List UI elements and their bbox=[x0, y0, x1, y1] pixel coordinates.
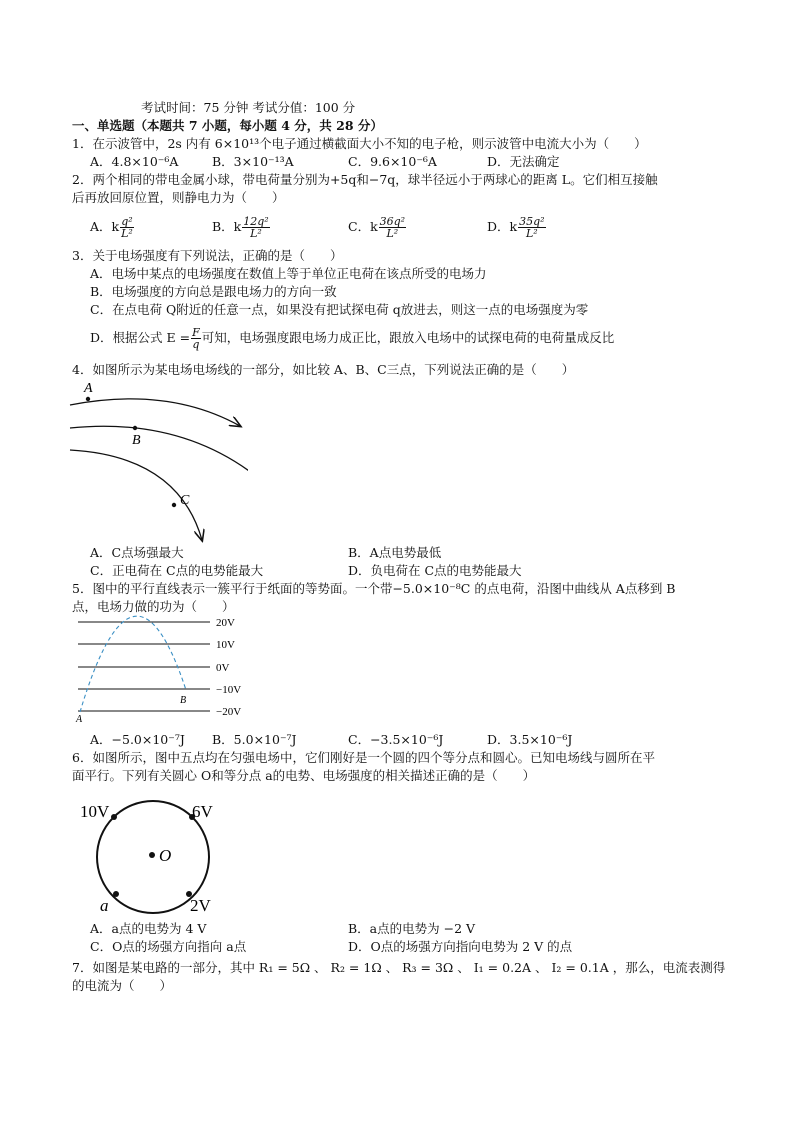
q2-c-denominator: L² bbox=[386, 227, 399, 240]
q3-stem: 3．关于电场强度有下列说法，正确的是（ ） bbox=[72, 248, 343, 263]
q3-option-d bbox=[90, 322, 614, 354]
field-line-top bbox=[70, 399, 240, 426]
q3-option-c: C．在点电荷 Q附近的任意一点，如果没有把试探电荷 q放进去，则这一点的电场强度为零 bbox=[90, 302, 589, 317]
point-o-label: O bbox=[159, 846, 172, 865]
q2-option-d-label: D．k bbox=[487, 219, 518, 234]
q6-circle-figure bbox=[78, 798, 228, 916]
q2-stem-line2: 后再放回原位置，则静电力为（ ） bbox=[72, 190, 285, 205]
q5-option-a: A．−5.0×10⁻⁷J bbox=[90, 732, 185, 747]
q3-option-b: B．电场强度的方向总是跟电场力的方向一致 bbox=[90, 284, 337, 299]
q4-option-a: A．C点场强最大 bbox=[90, 545, 184, 560]
q6-stem-line1: 6．如图所示，图中五点均在匀强电场中，它们刚好是一个圆的四个等分点和圆心。已知电场线与圆所在平 bbox=[72, 750, 655, 765]
level-10v: 10V bbox=[216, 639, 235, 651]
q1-option-b: B．3×10⁻¹³A bbox=[212, 154, 294, 169]
q3-d-denominator: q bbox=[192, 338, 200, 351]
q5-option-d: D．3.5×10⁻⁶J bbox=[487, 732, 573, 747]
q6-option-d: D．O点的场强方向指向电势为 2 V 的点 bbox=[348, 939, 573, 954]
point-a bbox=[113, 891, 119, 897]
q2-option-b-label: B．k bbox=[212, 219, 242, 234]
q4-option-d: D．负电荷在 C点的电势能最大 bbox=[348, 563, 522, 578]
q2-option-c-label: C．k bbox=[348, 219, 378, 234]
q4-stem: 4．如图所示为某电场电场线的一部分，如比较 A、B、C三点，下列说法正确的是（ ） bbox=[72, 362, 575, 377]
q2-option-b-fraction bbox=[242, 216, 269, 239]
q6-option-b: B．a点的电势为 −2 V bbox=[348, 921, 476, 936]
point-b-label: B bbox=[180, 695, 187, 706]
q1-option-a: A．4.8×10⁻⁶A bbox=[90, 154, 179, 169]
q3-d-numerator: F bbox=[192, 326, 200, 339]
q3-d-suffix: 可知，电场强度跟电场力成正比，跟放入电场中的试探电荷的电荷量成反比 bbox=[201, 330, 615, 345]
q6-stem-line2: 面平行。下列有关圆心 O和等分点 a的电势、电场强度的相关描述正确的是（ ） bbox=[72, 768, 536, 783]
q4-field-lines-figure bbox=[68, 376, 248, 544]
q1-option-d: D．无法确定 bbox=[487, 154, 560, 169]
section-title: 一、单选题（本题共 7 小题，每小题 4 分，共 28 分） bbox=[72, 118, 383, 133]
potential-10v: 10V bbox=[80, 802, 110, 821]
q2-option-b bbox=[212, 212, 271, 242]
q5-stem-line2: 点，电场力做的功为（ ） bbox=[72, 599, 235, 614]
q2-option-c-fraction bbox=[379, 216, 406, 239]
q3-option-a: A．电场中某点的电场强度在数值上等于单位正电荷在该点所受的电场力 bbox=[90, 266, 487, 281]
level-0v: 0V bbox=[216, 662, 230, 674]
point-c-label: C bbox=[180, 493, 190, 508]
q7-stem-line1: 7．如图是某电路的一部分，其中 R₁ = 5Ω 、 R₂ = 1Ω 、 R₃ = 3Ω 、 I₁ = 0.2A 、 I₂ = 0.1A ，那么，电流表测得 bbox=[72, 960, 726, 975]
point-a-label: A bbox=[84, 381, 93, 396]
q2-d-denominator: L² bbox=[525, 227, 538, 240]
q2-option-a bbox=[90, 212, 135, 242]
point-b bbox=[133, 426, 137, 430]
point-a-label: A bbox=[76, 714, 83, 724]
q2-option-c bbox=[348, 212, 407, 242]
charge-path bbox=[80, 616, 186, 712]
point-a bbox=[86, 397, 90, 401]
q4-option-b: B．A点电势最低 bbox=[348, 545, 442, 560]
q2-a-denominator: L² bbox=[121, 227, 133, 240]
q2-a-numerator: q² bbox=[121, 215, 133, 228]
q3-d-fraction bbox=[191, 327, 201, 350]
q2-option-a-label: A．k bbox=[90, 219, 120, 234]
q2-option-d-fraction bbox=[518, 216, 545, 239]
point-c bbox=[172, 503, 176, 507]
potential-6v: 6V bbox=[192, 802, 213, 821]
q6-option-c: C．O点的场强方向指向 a点 bbox=[90, 939, 247, 954]
point-a-label: a bbox=[100, 896, 109, 915]
q7-stem-line2: 的电流为（ ） bbox=[72, 978, 173, 993]
level-neg20v: −20V bbox=[216, 706, 242, 718]
q5-equipotential-figure bbox=[72, 612, 262, 724]
q3-d-prefix: D．根据公式 E = bbox=[90, 330, 191, 345]
exam-info: 考试时间：75 分钟 考试分值：100 分 bbox=[141, 100, 356, 115]
point-b-label: B bbox=[132, 433, 141, 448]
q2-b-denominator: L² bbox=[250, 227, 262, 240]
q6-option-a: A．a点的电势为 4 V bbox=[90, 921, 207, 936]
q2-c-numerator: 36q² bbox=[379, 215, 406, 228]
point-o bbox=[149, 852, 155, 858]
q2-d-numerator: 35q² bbox=[519, 215, 545, 228]
q2-option-a-fraction bbox=[120, 216, 134, 239]
point-tl bbox=[111, 814, 117, 820]
level-20v: 20V bbox=[216, 617, 235, 629]
level-neg10v: −10V bbox=[216, 684, 242, 696]
q1-option-c: C．9.6×10⁻⁶A bbox=[348, 154, 437, 169]
q2-option-d bbox=[487, 212, 547, 242]
q5-option-c: C．−3.5×10⁻⁶J bbox=[348, 732, 444, 747]
q5-option-b: B．5.0×10⁻⁷J bbox=[212, 732, 297, 747]
potential-2v: 2V bbox=[190, 896, 211, 915]
q2-b-numerator: 12q² bbox=[243, 215, 269, 228]
q2-stem-line1: 2．两个相同的带电金属小球，带电荷量分别为+5q和−7q，球半径远小于两球心的距离 L。它们相互接触 bbox=[72, 172, 658, 187]
q4-option-c: C．正电荷在 C点的电势能最大 bbox=[90, 563, 264, 578]
q1-stem: 1．在示波管中，2s 内有 6×10¹³个电子通过横截面大小不知的电子枪，则示波管中电流大小为（ ） bbox=[72, 136, 647, 151]
q5-stem-line1: 5．图中的平行直线表示一簇平行于纸面的等势面。一个带−5.0×10⁻⁸C 的点电荷，沿图中曲线从 A点移到 B bbox=[72, 581, 676, 596]
